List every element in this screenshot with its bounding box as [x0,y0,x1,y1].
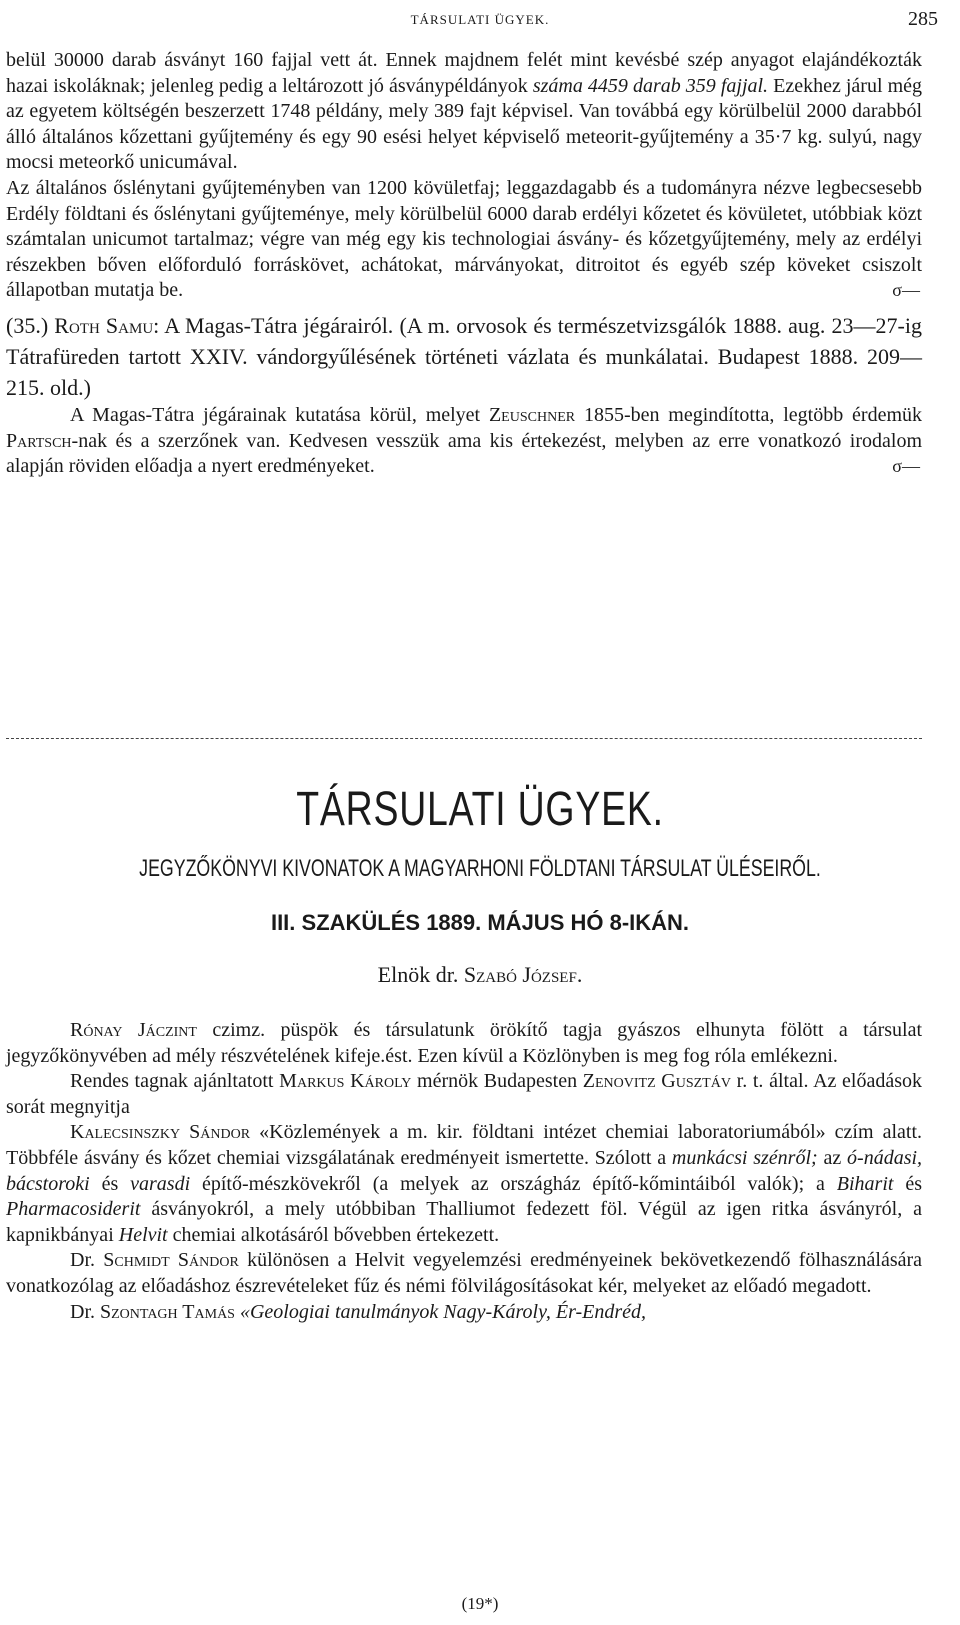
italic-count: száma 4459 darab 359 fajjal. [532,74,769,97]
reference-title: A Magas-Tátra jégárairól. (A m. orvosok és természetvizsgálók 1888. aug. 23—27-ig Tátrafüreden tartott XXIV. vándorgyűlésének történeti vázlata és munkálatai. Budapest 1888. 209—215. old.) [6,312,922,400]
minutes-block [6,1018,922,1325]
session-heading: III. SZAKÜLÉS 1889. MÁJUS HÓ 8-IKÁN. [270,910,690,935]
reference-number: (35.) [6,312,49,338]
reference-author: Roth Samu: [54,312,160,338]
reviewer-signature: σ— [892,280,920,301]
section-divider [6,738,922,739]
reference-entry [6,310,922,403]
text-block-top [6,48,922,480]
running-title: TÁRSULATI ÜGYEK. [410,12,550,27]
paragraph-schmidt: Dr. Schmidt Sándor különösen a Helvit vegyelemzési eredményeinek bekövetkezendő fölhasználására vonatkozólag az előadáshoz észrevételeket fűz és némi fölvilágosításokat kér, melyeket az előadó megadott. [6,1249,923,1297]
paragraph-szontagh: Dr. Szontagh Tamás «Geologiai tanulmányok Nagy-Károly, Ér-Endréd, [70,1300,646,1323]
chair-line: Elnök dr. Szabó József. [377,962,583,987]
signature-mark: (19*) [461,1594,499,1613]
reviewer-signature: σ— [892,456,920,477]
paragraph-lecture-kalecsinszky: Kalecsinszky Sándor «Közlemények a m. kir. földtani intézet chemiai laboratoriumából» czím alatt. Többféle ásvány és kőzet chemiai vizsgálatának eredményeit ismertette. Szólott a munkácsi szénről; az ó-nádasi, bácstoroki és varasdi építő-mészkövekről (a melyek az országház építő-kőmintáiból valók); a Biharit és Pharmacosiderit ásványokról, a mely utóbbiban Thalliumot fedezett föl. Végül az igen ritka ásványról, a kapnikbányai Helvit chemiai alkotásáról bővebben értekezett. [6,1121,923,1246]
paragraph-paleontology: Az általános őslénytani gyűjteményben van 1200 kövületfaj; leggazdagabb és a tudományra nézve legbecsesebb Erdély földtani és őslénytani gyűjteménye, mely körülbelül 6000 darab erdélyi kőzetet és kövületet, utóbbiak közt számtalan unicumot tartalmaz; végre van még egy kis technologiai ásvány- és kőzetgyűjtemény, mely az erdélyi részekben bőven előforduló forráskövet, achátokat, márványokat, ditroitot és egyéb szép köveket csiszolt állapotban mutatja be. σ— [6,176,922,304]
paragraph-obituary: Rónay Jáczint czimz. püspök és társulatunk örökítő tagja gyászos elhunyta fölött a társulat jegyzőkönyvében ad mély részvételének kifeje.ést. Ezen kívül a Közlönyben is meg fog róla emlékezni. [6,1019,923,1067]
paragraph-collection: belül 30000 darab ásványt 160 fajjal vett át. Ennek majdnem felét mint kevésbé szép anyagot elajándékozták hazai iskoláknak; jelenleg pedig a leltározott jó ásványpéldányok száma 4459 darab 359 fajjal. Ezekhez járul még az egyetem költségén beszerzett 1748 példány, mely 389 fajt képvisel. Van továbbá egy körülbelül 2000 darabból álló általános kőzettani gyűjtemény és egy 90 esési helyet képviselő meteorit-gyűjtemény a 35·7 kg. sulyú, nagy mocsi meteorkő unicumával. [6,49,923,174]
paragraph-review: A Magas-Tátra jégárainak kutatása körül, melyet Zeuschner 1855-ben megindította, legtöbb érdemük Partsch-nak és a szerzőnek van. Kedvesen vesszük ama kis értekezést, melyben az erre vonatkozó irodalom alapján röviden előadja a nyert eredményeket. σ— [6,403,922,480]
paragraph-new-member: Rendes tagnak ajánltatott Markus Károly mérnök Budapesten Zenovitz Gusztáv r. t. által. Az előadások sorát megnyitja [6,1070,923,1118]
section-subtitle: JEGYZŐKÖNYVI KIVONATOK A MAGYARHONI FÖLDTANI TÁRSULAT ÜLÉSEIRŐL. [139,855,821,882]
section-title: TÁRSULATI ÜGYEK. [296,783,664,836]
page-number: 285 [908,8,938,30]
page-header [0,8,960,34]
